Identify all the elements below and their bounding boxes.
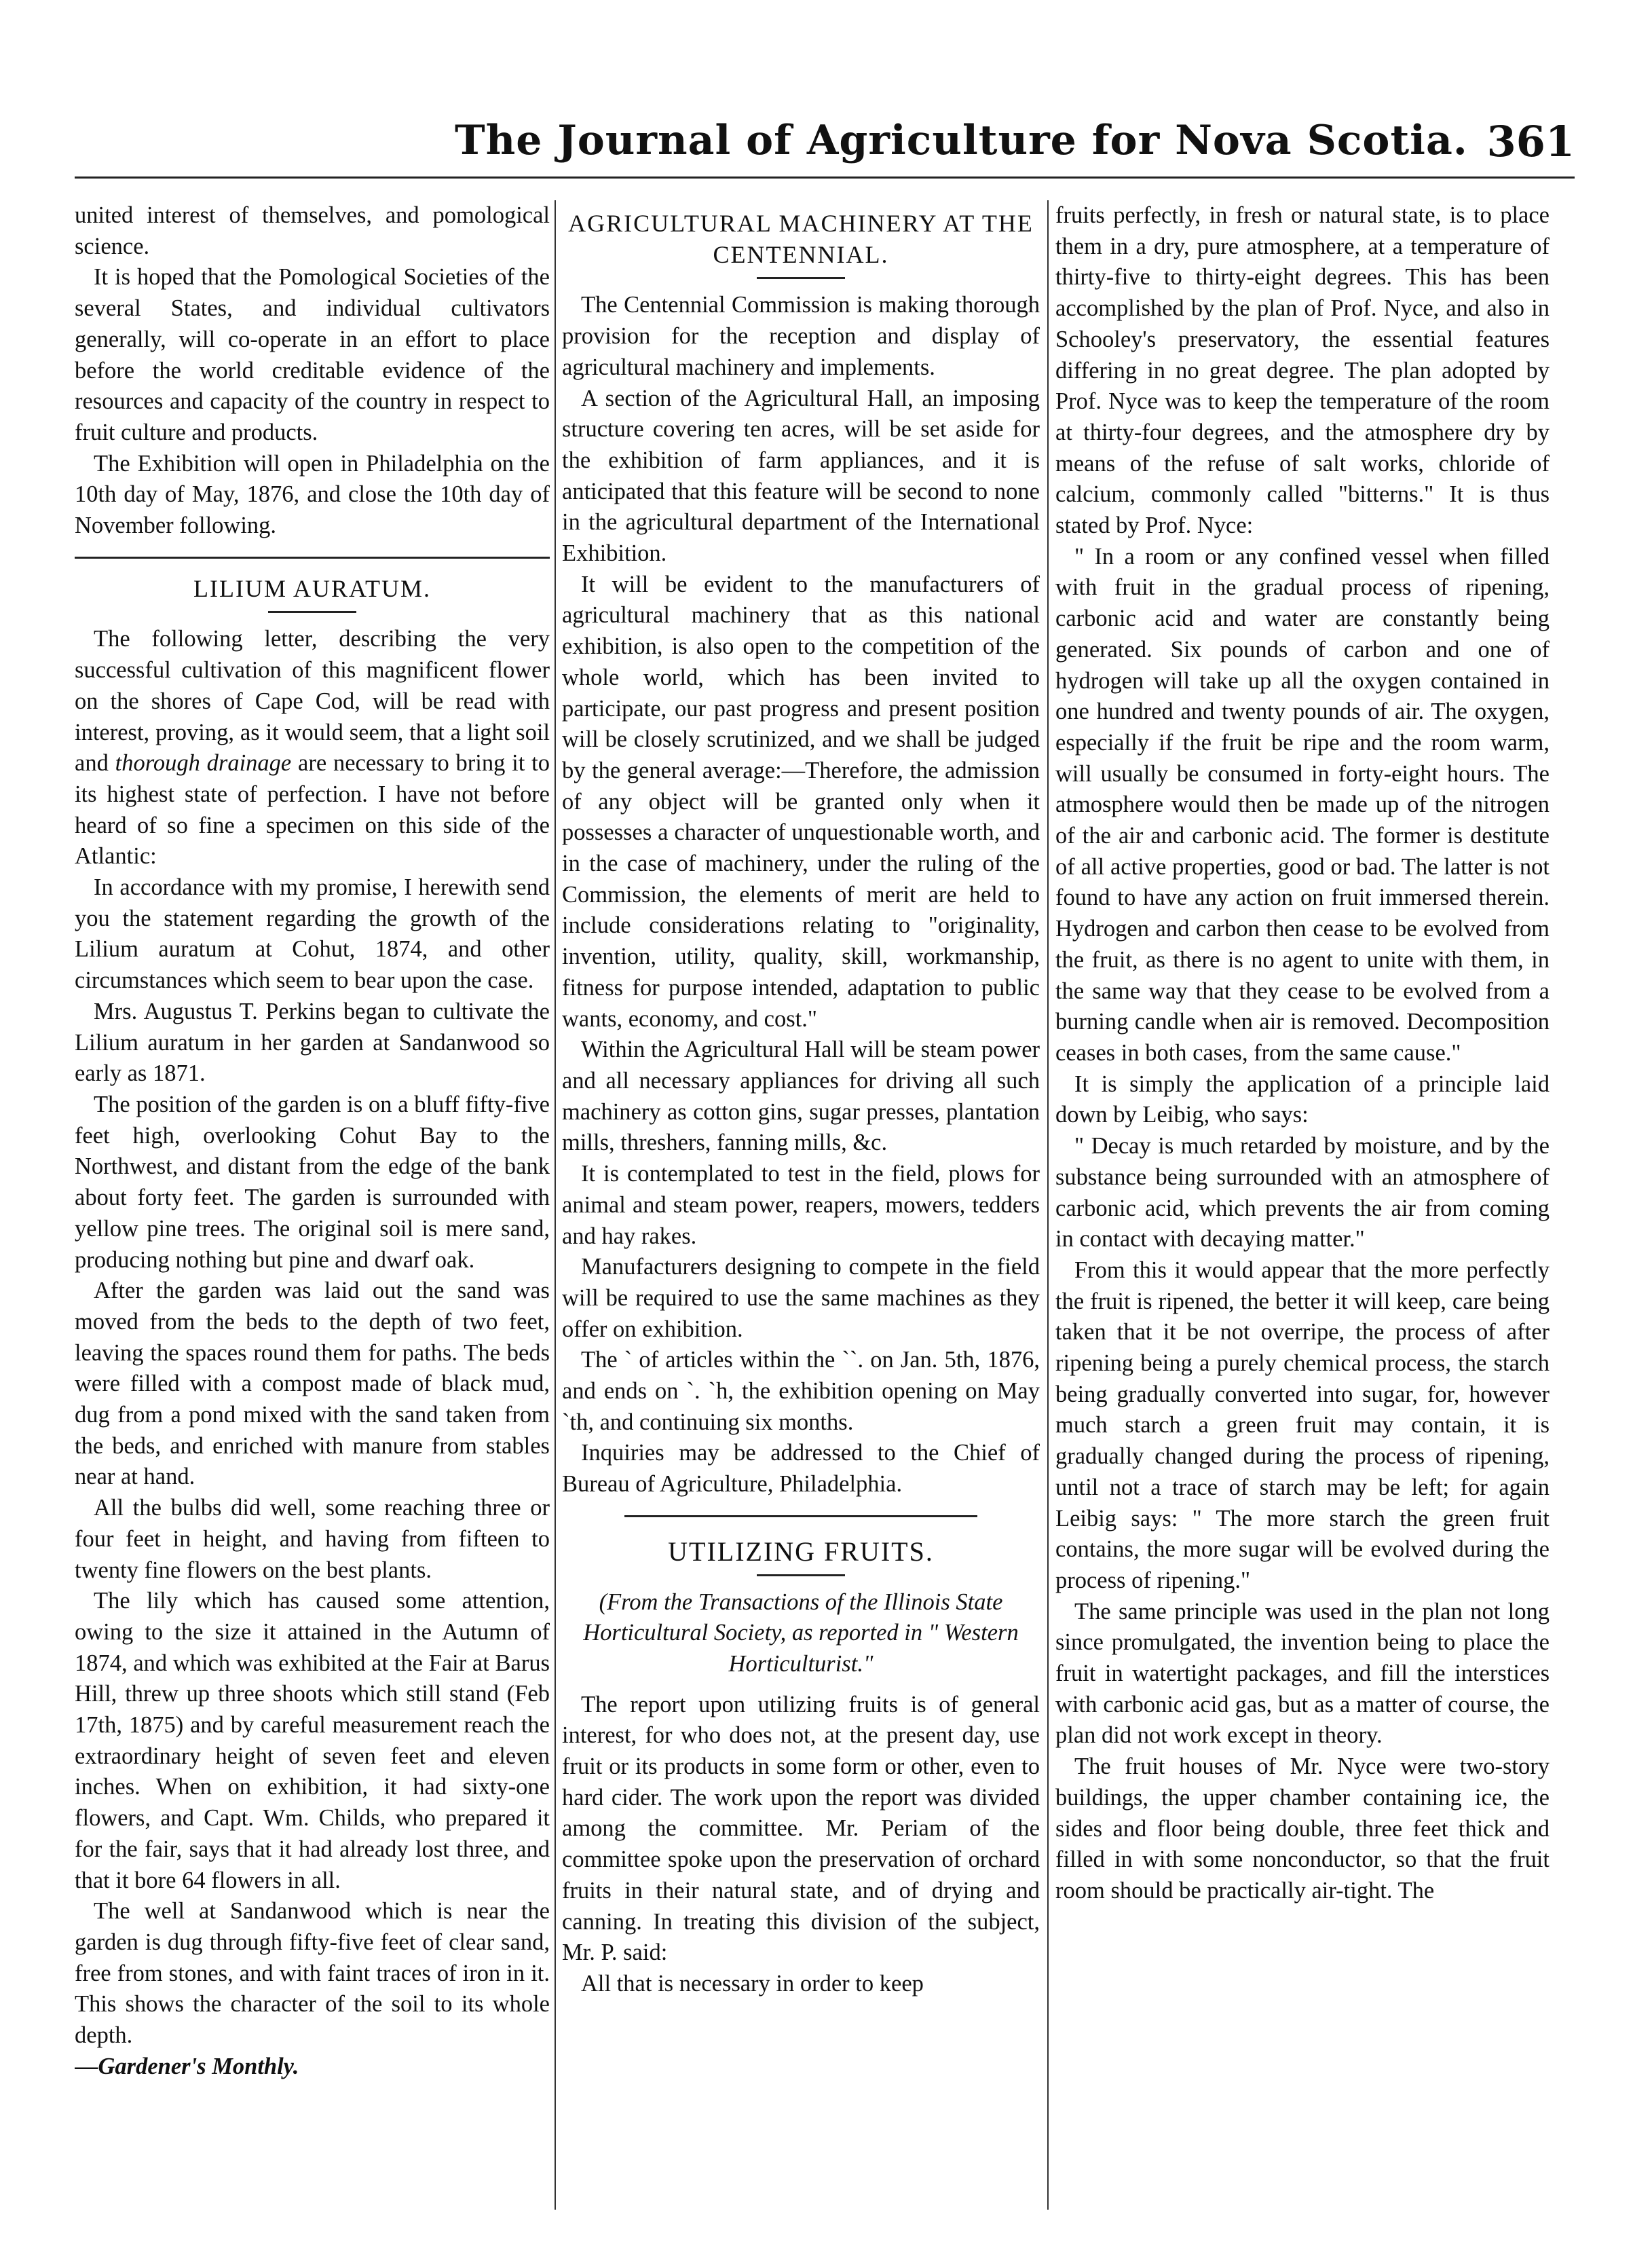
column-left xyxy=(75,200,550,2210)
paragraph: In accordance with my promise, I herewith send you the statement regarding the growth of the Lilium auratum at Cohut, 1874, and other circumstances which seem to bear upon the case. xyxy=(75,874,550,994)
paragraph: All the bulbs did well, some reaching three or four feet in height, and having from fifteen to twenty fine flowers on the best plants. xyxy=(75,1495,550,1583)
paragraph: The lily which has caused some attention, owing to the size it attained in the Autumn of 1874, and which was exhibited at the Fair at Barus Hill, threw up three shoots which still stand (Feb 17th, 1875) and by careful measurement reach the extraordinary height of seven feet and eleven inches. When on exhibition, it had sixty-one flowers, and Capt. Wm. Childs, who prepared it for the fair, says that it had already lost three, and that it bore 64 flowers in all. xyxy=(75,1588,550,1893)
italic-text: thorough drainage xyxy=(115,750,292,777)
paragraph xyxy=(75,624,550,872)
heading-rule xyxy=(757,277,845,279)
paragraph: All that is necessary in order to keep xyxy=(581,1970,924,1997)
page-number: 361 xyxy=(1486,117,1575,166)
paragraph: The ` of articles within the ``. on Jan. 5th, 1876, and ends on `. `h, the exhibition opening on May `th, and continuing six months. xyxy=(562,1347,1040,1435)
section-rule xyxy=(624,1515,977,1517)
source-caption: (From the Transactions of the Illinois State Horticultural Society, as reported in " Western Horticulturist." xyxy=(583,1589,1019,1677)
paragraph: From this it would appear that the more perfectly the fruit is ripened, the better it will keep, care being taken that it be not overripe, the process of after ripening being a purely chemical process, the starch being gradually converted into sugar, for, however much starch a green fruit may contain, it is gradually changed during the process of ripening, until not a trace of starch may be left; for again Leibig says: " The more starch the green fruit contains, the more sugar will be evolved during the process of ripening." xyxy=(1055,1257,1550,1593)
paragraph: The position of the garden is on a bluff fifty-five feet high, overlooking Cohut Bay to the Northwest, and distant from the edge of the bank about forty feet. The garden is surrounded with yellow pine trees. The original soil is mere sand, producing nothing but pine and dwarf oak. xyxy=(75,1091,550,1273)
journal-title: The Journal of Agriculture for Nova Scotia. xyxy=(455,117,1468,164)
paragraph: " In a room or any confined vessel when filled with fruit in the gradual process of ripening, carbonic acid and water are constantly being generated. Six pounds of carbon and one of hydrogen will take up all the oxygen contained in one hundred and twenty pounds of air. The oxygen, especially if the fruit be ripe and the room warm, will usually be consumed in forty-eight hours. The atmosphere would then be made up of the nitrogen of the air and carbonic acid. The former is destitute of all active properties, good or bad. The latter is not found to have any action on fruit immersed therein. Hydrogen and carbon then cease to be evolved from the fruit, as there is no agent to unite with them, in the same way that they cease to be evolved from a burning candle when air is removed. Decomposition ceases in both cases, from the same cause." xyxy=(1055,543,1550,1066)
column-divider xyxy=(555,200,556,2210)
paragraph: A section of the Agricultural Hall, an imposing structure covering ten acres, will be set aside for the exhibition of farm appliances, and it is anticipated that this feature will be second to none in the agricultural department of the International Exhibition. xyxy=(562,385,1040,567)
paragraph: The well at Sandanwood which is near the garden is dug through fifty-five feet of clear sand, free from stones, and with faint traces of iron in it. This shows the character of the soil to its whole depth. xyxy=(75,1898,550,2049)
section-rule xyxy=(75,557,550,559)
paragraph: The Exhibition will open in Philadelphia on the 10th day of May, 1876, and close the 10th day of November following. xyxy=(75,450,550,539)
paragraph: united interest of themselves, and pomological science. xyxy=(75,202,550,259)
heading-rule xyxy=(757,1574,845,1576)
page-header xyxy=(75,102,1575,179)
text-run: The following letter, describing the very successful cultivation of this magnificent flower on the shores of Cape Cod, will be read with interest, proving, as it would seem, that a light soil and xyxy=(75,626,550,777)
article-heading-machinery: AGRICULTURAL MACHINERY AT THE CENTENNIAL. xyxy=(568,210,1034,268)
paragraph: It is contemplated to test in the field, plows for animal and steam power, reapers, mowers, tedders and hay rakes. xyxy=(562,1161,1040,1249)
paragraph: The report upon utilizing fruits is of general interest, for who does not, at the present day, use fruit or its products in some form or other, even to hard cider. The work upon the report was divided among the committee. Mr. Periam of the committee spoke upon the preservation of orchard fruits in their natural state, and of drying and canning. In treating this division of the subject, Mr. P. said: xyxy=(562,1691,1040,1966)
paragraph: After the garden was laid out the sand was moved from the beds to the depth of two feet, leaving the spaces round them for paths. The beds were filled with a compost made of black mud, dug from a pond mixed with the sand taken from the beds, and enriched with manure from stables near at hand. xyxy=(75,1278,550,1490)
text-run: are necessary to bring it to its highest state of perfection. I have not before heard of so fine a specimen on this side of the Atlantic: xyxy=(75,750,550,870)
paragraph: Manufacturers designing to compete in the field will be required to use the same machines as they offer on exhibition. xyxy=(562,1254,1040,1342)
paragraph: Inquiries may be addressed to the Chief of Bureau of Agriculture, Philadelphia. xyxy=(562,1440,1040,1498)
paragraph: The Centennial Commission is making thorough provision for the reception and display of agricultural machinery and implements. xyxy=(562,292,1040,380)
paragraph: It will be evident to the manufacturers of agricultural machinery that as this national exhibition, is also open to the competition of the whole world, which has been invited to participate, our past progress and present position will be closely scrutinized, and we shall be judged by the general average:—Therefore, the admission of any object will be granted only when it possesses a character of unquestionable worth, and in the case of machinery, under the ruling of the Commission, the elements of merit are held to include considerations relating to "originality, invention, utility, quality, skill, workmanship, fitness for purpose intended, adaptation to public wants, economy, and cost." xyxy=(562,571,1040,1032)
paragraph: fruits perfectly, in fresh or natural state, is to place them in a dry, pure atmosphere, at a temperature of thirty-five to thirty-eight degrees. This has been accomplished by the plan of Prof. Nyce, and also in Schooley's preservatory, the essential features differing in no great degree. The plan adopted by Prof. Nyce was to keep the temperature of the room at thirty-four degrees, and the atmosphere dry by means of the refuse of salt works, chloride of calcium, commonly called "bitterns." It is thus stated by Prof. Nyce: xyxy=(1055,202,1550,539)
paragraph: Mrs. Augustus T. Perkins began to cultivate the Lilium auratum in her garden at Sandanwood so early as 1871. xyxy=(75,998,550,1087)
article-heading-fruits: UTILIZING FRUITS. xyxy=(668,1536,934,1567)
paragraph: The fruit houses of Mr. Nyce were two-story buildings, the upper chamber containing ice, the sides and floor being double, three feet thick and filled in with some nonconductor, so that the fruit room should be practically air-tight. The xyxy=(1055,1753,1550,1904)
paragraph: It is simply the application of a principle laid down by Leibig, who says: xyxy=(1055,1071,1550,1128)
paragraph: " Decay is much retarded by moisture, and by the substance being surrounded with an atmosphere of carbonic acid, which prevents the air from coming in contact with decaying matter." xyxy=(1055,1133,1550,1252)
paragraph: The same principle was used in the plan not long since promulgated, the invention being to place the fruit in watertight packages, and fill the interstices with carbonic acid gas, but as a matter of course, the plan did not work except in theory. xyxy=(1055,1598,1550,1749)
source-signature: —Gardener's Monthly. xyxy=(75,2053,299,2079)
column-right xyxy=(1055,200,1550,2210)
article-heading-lilium: LILIUM AURATUM. xyxy=(193,574,431,602)
paragraph: Within the Agricultural Hall will be steam power and all necessary appliances for driving all such machinery as cotton gins, sugar presses, plantation mills, threshers, fanning mills, &c. xyxy=(562,1037,1040,1156)
column-divider xyxy=(1047,200,1049,2210)
paragraph: It is hoped that the Pomological Societies of the several States, and individual cultivators generally, will co-operate in an effort to place before the world creditable evidence of the resources and capacity of the country in respect to fruit culture and products. xyxy=(75,264,550,445)
column-middle xyxy=(562,200,1040,2210)
heading-rule xyxy=(268,611,356,613)
